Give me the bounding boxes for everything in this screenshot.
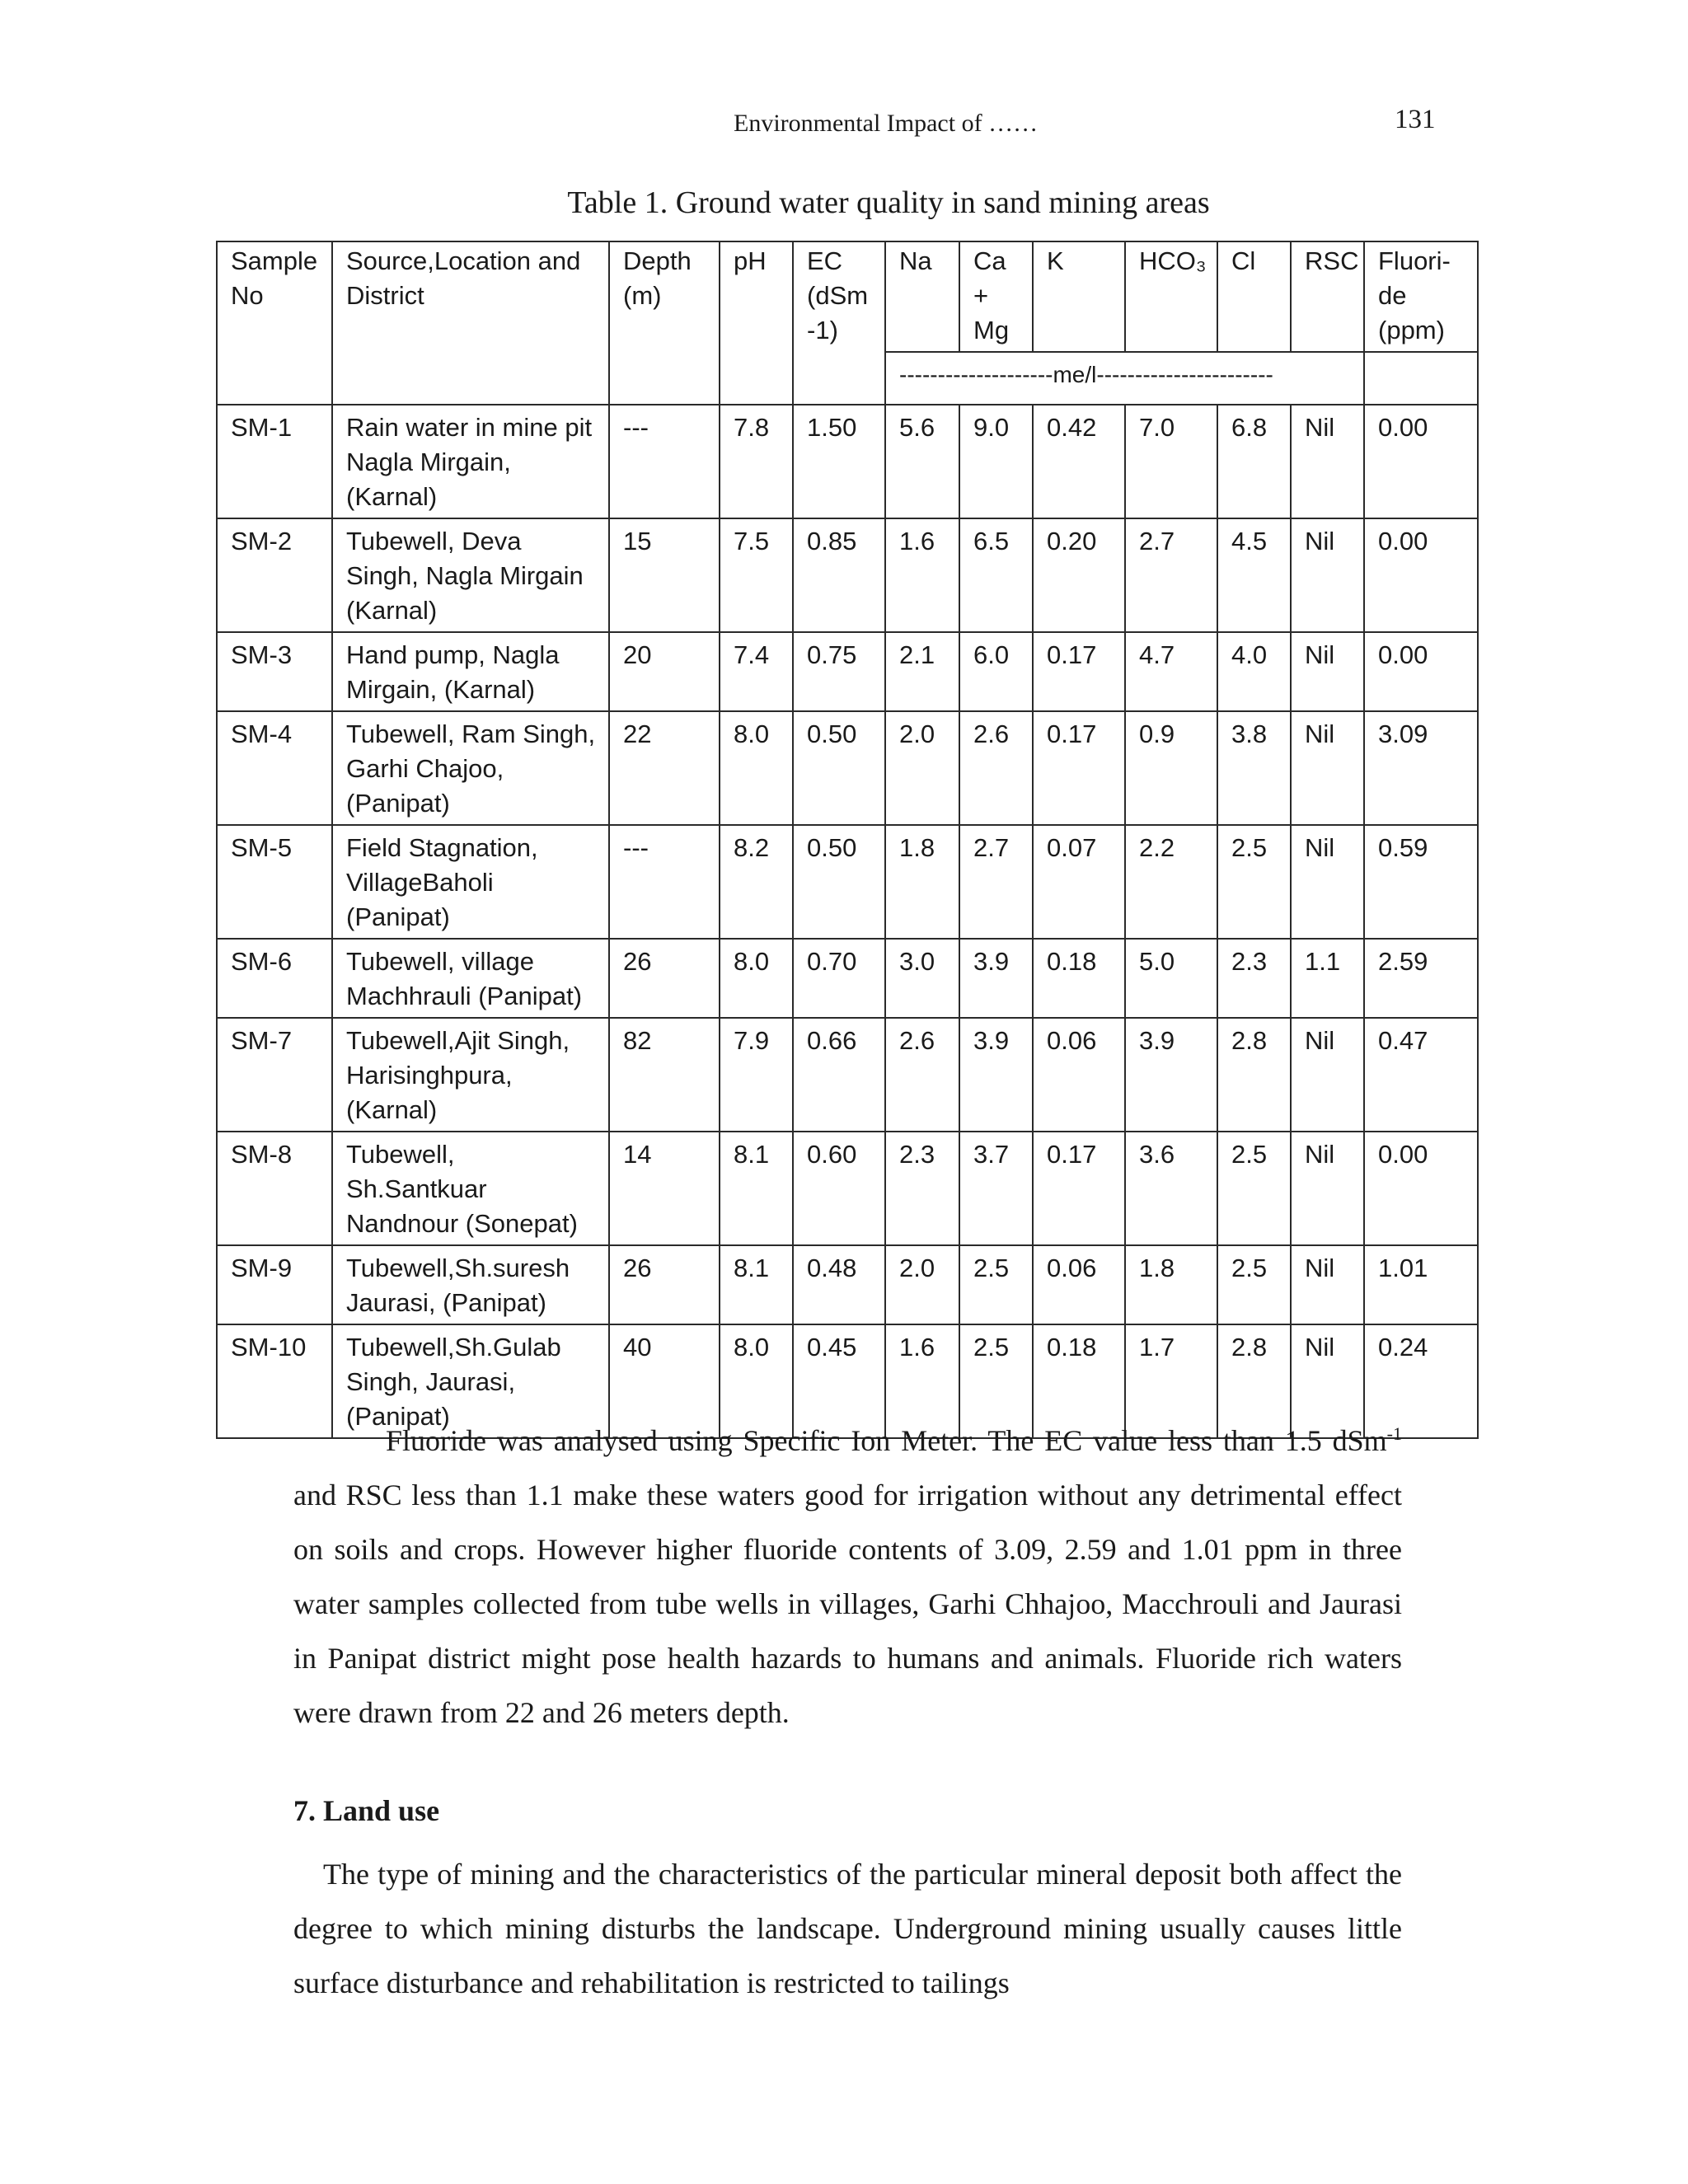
cell-rsc: Nil xyxy=(1291,518,1364,632)
water-quality-table xyxy=(216,241,1479,1439)
cell-k: 0.06 xyxy=(1033,1245,1125,1324)
cell-camg: 2.5 xyxy=(959,1324,1033,1438)
table-row xyxy=(217,1132,1478,1245)
cell-sample-no: SM-3 xyxy=(217,632,332,711)
col-header-ph: pH xyxy=(720,241,793,405)
table-row xyxy=(217,1018,1478,1132)
cell-ph: 8.1 xyxy=(720,1132,793,1245)
cell-hco3: 2.2 xyxy=(1125,825,1217,939)
cell-na: 2.0 xyxy=(885,1245,959,1324)
cell-depth: --- xyxy=(609,825,720,939)
table-row xyxy=(217,405,1478,518)
paragraph-fluoride: Fluoride was analysed using Specific Ion Meter. The EC value less than 1.5 dSm$^{-1}$ and RSC less than 1.1 make these waters good for irrigation without any detrimental effect on soils and crops. However higher fluoride contents of 3.09, 2.59 and 1.01 ppm in three water samples collected from tube wells in villages, Garhi Chhajoo, Macchrouli and Jaurasi in Panipat district might pose health hazards to humans and animals. Fluoride rich waters were drawn from 22 and 26 meters depth. xyxy=(293,1423,1402,1729)
cell-ec: 0.45 xyxy=(793,1324,885,1438)
cell-fluoride: 0.24 xyxy=(1364,1324,1478,1438)
cell-hco3: 3.6 xyxy=(1125,1132,1217,1245)
cell-hco3: 0.9 xyxy=(1125,711,1217,825)
col-header-source: Source,Location and District xyxy=(332,241,609,405)
cell-depth: 20 xyxy=(609,632,720,711)
running-head xyxy=(0,105,1688,143)
cell-ph: 7.8 xyxy=(720,405,793,518)
table-row xyxy=(217,632,1478,711)
cell-fluoride: 3.09 xyxy=(1364,711,1478,825)
cell-hco3: 5.0 xyxy=(1125,939,1217,1018)
cell-camg: 6.0 xyxy=(959,632,1033,711)
cell-ec: 0.75 xyxy=(793,632,885,711)
cell-rsc: Nil xyxy=(1291,1245,1364,1324)
cell-hco3: 2.7 xyxy=(1125,518,1217,632)
cell-na: 5.6 xyxy=(885,405,959,518)
cell-cl: 2.5 xyxy=(1217,825,1291,939)
cell-depth: 22 xyxy=(609,711,720,825)
cell-fluoride: 2.59 xyxy=(1364,939,1478,1018)
cell-hco3: 4.7 xyxy=(1125,632,1217,711)
cell-ec: 0.50 xyxy=(793,711,885,825)
cell-cl: 2.5 xyxy=(1217,1132,1291,1245)
cell-source: Field Stagnation, VillageBaholi (Panipat) xyxy=(332,825,609,939)
paragraph-land-use: The type of mining and the characteristics of the particular mineral deposit both affect the degree to which mining disturbs the landscape. Underground mining usually causes little surface disturbance and rehabilitation is restricted to tailings xyxy=(293,1858,1402,1999)
cell-hco3: 1.8 xyxy=(1125,1245,1217,1324)
cell-fluoride: 0.00 xyxy=(1364,1132,1478,1245)
cell-ph: 7.4 xyxy=(720,632,793,711)
cell-source: Hand pump, Nagla Mirgain, (Karnal) xyxy=(332,632,609,711)
cell-sample-no: SM-8 xyxy=(217,1132,332,1245)
cell-rsc: Nil xyxy=(1291,405,1364,518)
cell-k: 0.17 xyxy=(1033,711,1125,825)
cell-ec: 0.60 xyxy=(793,1132,885,1245)
cell-ph: 7.9 xyxy=(720,1018,793,1132)
cell-ec: 0.48 xyxy=(793,1245,885,1324)
table-body xyxy=(217,405,1478,1438)
cell-sample-no: SM-10 xyxy=(217,1324,332,1438)
cell-rsc: Nil xyxy=(1291,711,1364,825)
unit-blank xyxy=(1364,352,1478,405)
cell-na: 1.6 xyxy=(885,1324,959,1438)
cell-depth: 82 xyxy=(609,1018,720,1132)
cell-cl: 2.8 xyxy=(1217,1018,1291,1132)
cell-camg: 2.6 xyxy=(959,711,1033,825)
cell-na: 3.0 xyxy=(885,939,959,1018)
table-row xyxy=(217,939,1478,1018)
cell-cl: 2.8 xyxy=(1217,1324,1291,1438)
cell-source: Tubewell,Sh.suresh Jaurasi, (Panipat) xyxy=(332,1245,609,1324)
cell-depth: 26 xyxy=(609,939,720,1018)
col-header-fluoride: Fluori-de (ppm) xyxy=(1364,241,1478,352)
cell-cl: 6.8 xyxy=(1217,405,1291,518)
cell-fluoride: 0.47 xyxy=(1364,1018,1478,1132)
col-header-rsc: RSC xyxy=(1291,241,1364,352)
cell-fluoride: 0.00 xyxy=(1364,405,1478,518)
cell-source: Rain water in mine pit Nagla Mirgain, (Karnal) xyxy=(332,405,609,518)
cell-source: Tubewell,Sh.Gulab Singh, Jaurasi,(Panipat) xyxy=(332,1324,609,1438)
table-row xyxy=(217,1245,1478,1324)
cell-rsc: Nil xyxy=(1291,825,1364,939)
cell-camg: 6.5 xyxy=(959,518,1033,632)
cell-ec: 0.66 xyxy=(793,1018,885,1132)
cell-source: Tubewell, Sh.Santkuar Nandnour (Sonepat) xyxy=(332,1132,609,1245)
table-header-row xyxy=(217,241,1478,352)
cell-cl: 2.3 xyxy=(1217,939,1291,1018)
cell-ph: 8.2 xyxy=(720,825,793,939)
cell-k: 0.17 xyxy=(1033,632,1125,711)
cell-source: Tubewell, Ram Singh, Garhi Chajoo, (Panipat) xyxy=(332,711,609,825)
running-title: Environmental Impact of …… xyxy=(734,110,1039,137)
cell-k: 0.07 xyxy=(1033,825,1125,939)
cell-camg: 2.7 xyxy=(959,825,1033,939)
cell-camg: 3.9 xyxy=(959,1018,1033,1132)
cell-k: 0.18 xyxy=(1033,939,1125,1018)
cell-ec: 0.85 xyxy=(793,518,885,632)
cell-k: 0.17 xyxy=(1033,1132,1125,1245)
cell-depth: 40 xyxy=(609,1324,720,1438)
col-header-sample-no: Sample No xyxy=(217,241,332,405)
unit-label: --------------------me/l----------------------- xyxy=(885,352,1364,405)
cell-camg: 3.9 xyxy=(959,939,1033,1018)
cell-cl: 2.5 xyxy=(1217,1245,1291,1324)
cell-sample-no: SM-9 xyxy=(217,1245,332,1324)
cell-rsc: Nil xyxy=(1291,1324,1364,1438)
cell-source: Tubewell,Ajit Singh, Harisinghpura, (Karnal) xyxy=(332,1018,609,1132)
cell-ph: 8.0 xyxy=(720,1324,793,1438)
section-heading: 7. Land use xyxy=(293,1794,440,1827)
cell-depth: --- xyxy=(609,405,720,518)
cell-ec: 0.50 xyxy=(793,825,885,939)
col-header-ec: EC (dSm -1) xyxy=(793,241,885,405)
cell-na: 1.6 xyxy=(885,518,959,632)
cell-k: 0.18 xyxy=(1033,1324,1125,1438)
table-row xyxy=(217,518,1478,632)
cell-na: 2.1 xyxy=(885,632,959,711)
col-header-depth: Depth (m) xyxy=(609,241,720,405)
cell-rsc: Nil xyxy=(1291,632,1364,711)
cell-fluoride: 1.01 xyxy=(1364,1245,1478,1324)
col-header-cl: Cl xyxy=(1217,241,1291,352)
table-row xyxy=(217,711,1478,825)
cell-rsc: Nil xyxy=(1291,1018,1364,1132)
cell-ec: 1.50 xyxy=(793,405,885,518)
cell-hco3: 7.0 xyxy=(1125,405,1217,518)
cell-ph: 8.1 xyxy=(720,1245,793,1324)
col-header-na: Na xyxy=(885,241,959,352)
cell-rsc: 1.1 xyxy=(1291,939,1364,1018)
cell-depth: 26 xyxy=(609,1245,720,1324)
cell-na: 1.8 xyxy=(885,825,959,939)
cell-sample-no: SM-6 xyxy=(217,939,332,1018)
cell-na: 2.6 xyxy=(885,1018,959,1132)
cell-hco3: 3.9 xyxy=(1125,1018,1217,1132)
cell-ph: 8.0 xyxy=(720,939,793,1018)
page-number: 131 xyxy=(1395,105,1436,134)
cell-cl: 4.0 xyxy=(1217,632,1291,711)
cell-sample-no: SM-7 xyxy=(217,1018,332,1132)
cell-source: Tubewell, village Machhrauli (Panipat) xyxy=(332,939,609,1018)
cell-hco3: 1.7 xyxy=(1125,1324,1217,1438)
cell-ec: 0.70 xyxy=(793,939,885,1018)
cell-sample-no: SM-2 xyxy=(217,518,332,632)
cell-k: 0.42 xyxy=(1033,405,1125,518)
cell-fluoride: 0.59 xyxy=(1364,825,1478,939)
cell-source: Tubewell, Deva Singh, Nagla Mirgain (Karnal) xyxy=(332,518,609,632)
cell-sample-no: SM-5 xyxy=(217,825,332,939)
cell-na: 2.0 xyxy=(885,711,959,825)
table-caption: Table 1. Ground water quality in sand mining areas xyxy=(567,185,1210,220)
cell-sample-no: SM-4 xyxy=(217,711,332,825)
cell-ph: 7.5 xyxy=(720,518,793,632)
cell-k: 0.20 xyxy=(1033,518,1125,632)
cell-sample-no: SM-1 xyxy=(217,405,332,518)
cell-depth: 14 xyxy=(609,1132,720,1245)
cell-na: 2.3 xyxy=(885,1132,959,1245)
col-header-k: K xyxy=(1033,241,1125,352)
cell-fluoride: 0.00 xyxy=(1364,632,1478,711)
cell-fluoride: 0.00 xyxy=(1364,518,1478,632)
cell-camg: 3.7 xyxy=(959,1132,1033,1245)
cell-cl: 3.8 xyxy=(1217,711,1291,825)
cell-depth: 15 xyxy=(609,518,720,632)
cell-ph: 8.0 xyxy=(720,711,793,825)
cell-k: 0.06 xyxy=(1033,1018,1125,1132)
cell-cl: 4.5 xyxy=(1217,518,1291,632)
table-row xyxy=(217,825,1478,939)
cell-camg: 9.0 xyxy=(959,405,1033,518)
cell-camg: 2.5 xyxy=(959,1245,1033,1324)
col-header-camg: Ca + Mg xyxy=(959,241,1033,352)
cell-rsc: Nil xyxy=(1291,1132,1364,1245)
col-header-hco3: HCO₃ xyxy=(1125,241,1217,352)
